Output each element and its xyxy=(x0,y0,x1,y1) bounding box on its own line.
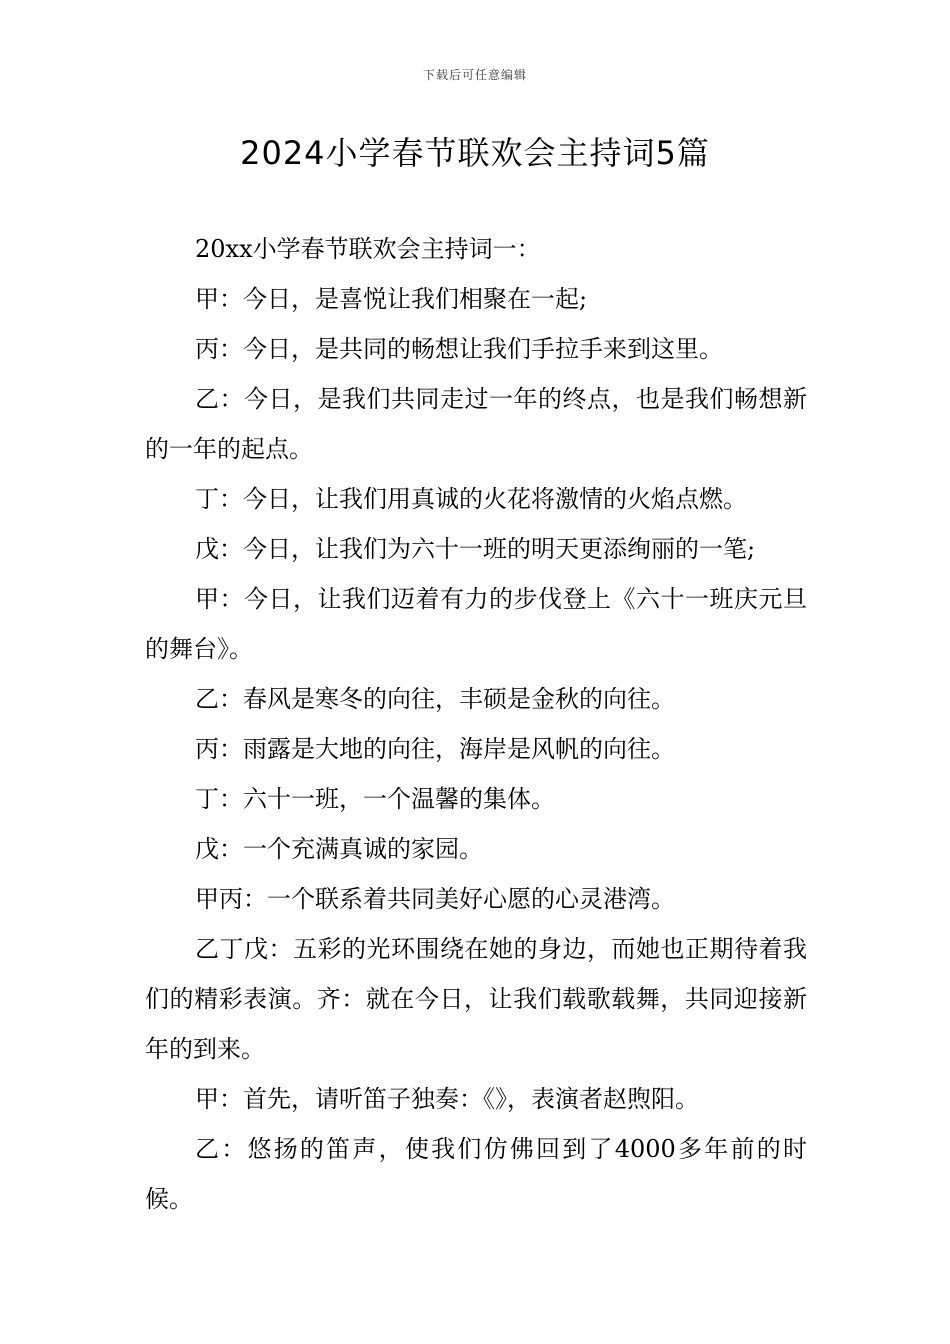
paragraph: 丙：雨露是大地的向往，海岸是风帆的向往。 xyxy=(195,735,675,763)
paragraph: 乙丁戊：五彩的光环围绕在她的身边，而她也正期待着我们的精彩表演。齐：就在今日，让我们载歌载舞，共同迎接新年的到来。 xyxy=(145,935,807,1063)
paragraph: 乙：悠扬的笛声，使我们仿佛回到了4000多年前的时候。 xyxy=(145,1135,807,1213)
document-body xyxy=(145,224,807,1224)
paragraph: 20xx小学春节联欢会主持词一： xyxy=(195,235,541,263)
document-title: 2024小学春节联欢会主持词5篇 xyxy=(240,134,710,172)
paragraph: 戊：今日，让我们为六十一班的明天更添绚丽的一笔; xyxy=(195,535,756,563)
paragraph: 甲：首先，请听笛子独奏：《》，表演者赵煦阳。 xyxy=(195,1085,699,1113)
paragraph: 丁：六十一班，一个温馨的集体。 xyxy=(195,785,555,813)
paragraph: 甲丙：一个联系着共同美好心愿的心灵港湾。 xyxy=(195,885,675,913)
paragraph: 丙：今日，是共同的畅想让我们手拉手来到这里。 xyxy=(195,335,723,363)
paragraph: 乙：春风是寒冬的向往，丰硕是金秋的向往。 xyxy=(195,685,675,713)
paragraph: 乙：今日，是我们共同走过一年的终点，也是我们畅想新的一年的起点。 xyxy=(145,385,807,463)
paragraph: 甲：今日，让我们迈着有力的步伐登上《六十一班庆元旦的舞台》。 xyxy=(145,585,807,663)
paragraph: 丁：今日，让我们用真诚的火花将激情的火焰点燃。 xyxy=(195,485,747,513)
header-note: 下载后可任意编辑 xyxy=(422,68,527,82)
paragraph: 戊：一个充满真诚的家园。 xyxy=(195,835,483,863)
paragraph: 甲：今日，是喜悦让我们相聚在一起; xyxy=(195,285,588,313)
